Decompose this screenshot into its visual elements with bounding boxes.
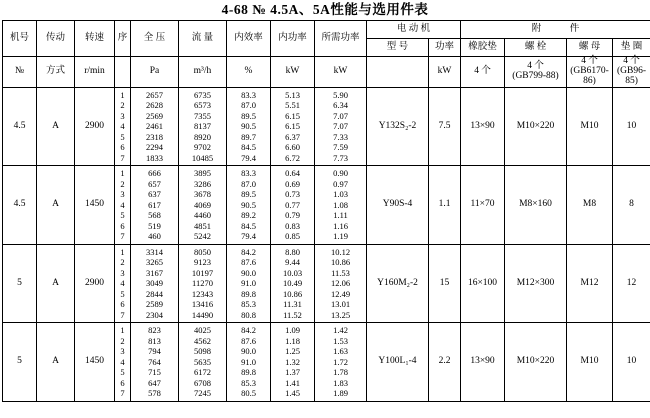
cell-motor-model: Y100L₁-4 [367,323,429,402]
cell-washer: 10 [613,323,650,402]
cell-neixiaolv-list: 83.3 87.0 89.5 90.5 89.7 84.5 79.4 [227,87,271,166]
cell-jihao: 5 [3,244,37,323]
cell-neixiaolv-list: 84.2 87.6 90.0 91.0 89.8 85.3 80.5 [227,323,271,402]
cell-nut: M12 [567,244,613,323]
cell-xu-list: 1 2 3 4 5 6 7 [115,323,131,402]
header-diandongji: 电 动 机 [367,21,461,39]
cell-motor-power: 15 [429,244,461,323]
qty-dianquan: 4 个 (GB96-85) [613,57,650,88]
unit-quanya: Pa [131,57,179,88]
cell-rubber-pad: 13×90 [461,323,505,402]
cell-neigonglv-list: 0.64 0.69 0.73 0.77 0.79 0.83 0.85 [271,166,315,245]
cell-washer: 12 [613,244,650,323]
cell-neigonglv-list: 5.13 5.51 6.15 6.15 6.37 6.60 6.72 [271,87,315,166]
cell-liuliang-list: 8050 9123 10197 11270 12343 13416 14490 [179,244,227,323]
table-row [3,244,650,323]
cell-neigonglv-list: 1.09 1.18 1.25 1.32 1.37 1.41 1.45 [271,323,315,402]
cell-rubber-pad: 11×70 [461,166,505,245]
cell-liuliang-list: 3895 3286 3678 4069 4460 4851 5242 [179,166,227,245]
cell-suoxugonglv-list: 5.90 6.34 7.07 7.07 7.33 7.59 7.73 [315,87,367,166]
performance-table [2,20,650,402]
unit-liuliang: m³/h [179,57,227,88]
cell-bolt: M8×160 [505,166,567,245]
unit-xu [115,57,131,88]
cell-quanya-list: 823 813 794 764 715 647 578 [131,323,179,402]
cell-quanya-list: 666 657 637 617 568 519 460 [131,166,179,245]
cell-zhuansu: 2900 [75,244,115,323]
cell-suoxugonglv-list: 10.12 10.86 11.53 12.06 12.49 13.01 13.25 [315,244,367,323]
cell-neixiaolv-list: 83.3 87.0 89.5 90.5 89.2 84.5 79.4 [227,166,271,245]
cell-zhuansu: 1450 [75,323,115,402]
cell-jihao: 4.5 [3,87,37,166]
unit-xinghao [367,57,429,88]
header-xinghao: 型 号 [367,39,429,57]
header-liuliang: 流 量 [179,21,227,57]
header-luomu: 螺 母 [567,39,613,57]
header-fujian: 附 件 [461,21,650,39]
cell-jihao: 5 [3,323,37,402]
header-xiangjiaodian: 橡胶垫 [461,39,505,57]
cell-washer: 10 [613,87,650,166]
cell-xu-list: 1 2 3 4 5 6 7 [115,87,131,166]
cell-motor-power: 2.2 [429,323,461,402]
cell-rubber-pad: 16×100 [461,244,505,323]
cell-motor-power: 7.5 [429,87,461,166]
cell-motor-power: 1.1 [429,166,461,245]
cell-jihao: 4.5 [3,166,37,245]
cell-suoxugonglv-list: 0.90 0.97 1.03 1.08 1.11 1.16 1.19 [315,166,367,245]
cell-quanya-list: 2657 2628 2569 2461 2318 2294 1833 [131,87,179,166]
qty-luoshuan: 4 个 (GB799-88) [505,57,567,88]
cell-bolt: M12×300 [505,244,567,323]
unit-neigonglv: kW [271,57,315,88]
cell-quanya-list: 3314 3265 3167 3049 2844 2589 2304 [131,244,179,323]
cell-chuandong: A [37,244,75,323]
cell-liuliang-list: 6735 6573 7355 8137 8920 9702 10485 [179,87,227,166]
cell-motor-model: Y90S-4 [367,166,429,245]
header-neigonglv: 内功率 [271,21,315,57]
unit-gonglv: kW [429,57,461,88]
cell-motor-model: Y160M₂-2 [367,244,429,323]
header-quanya: 全 压 [131,21,179,57]
cell-rubber-pad: 13×90 [461,87,505,166]
header-neixiaolv: 内效率 [227,21,271,57]
cell-bolt: M10×220 [505,323,567,402]
table-row [3,87,650,166]
header-jihao: 机号 [3,21,37,57]
cell-zhuansu: 1450 [75,166,115,245]
cell-xu-list: 1 2 3 4 5 6 7 [115,166,131,245]
cell-chuandong: A [37,87,75,166]
unit-zhuansu: r/min [75,57,115,88]
qty-luomu: 4 个 (GB6170-86) [567,57,613,88]
cell-zhuansu: 2900 [75,87,115,166]
cell-suoxugonglv-list: 1.42 1.53 1.63 1.72 1.78 1.83 1.89 [315,323,367,402]
cell-bolt: M10×220 [505,87,567,166]
cell-neixiaolv-list: 84.2 87.6 90.0 91.0 89.8 85.3 80.8 [227,244,271,323]
header-xu: 序 [115,21,131,57]
cell-nut: M10 [567,87,613,166]
cell-neigonglv-list: 8.80 9.44 10.03 10.49 10.86 11.31 11.52 [271,244,315,323]
header-suoxugonglv: 所需功率 [315,21,367,57]
unit-suoxugonglv: kW [315,57,367,88]
header-row-main [3,21,650,39]
cell-chuandong: A [37,166,75,245]
cell-washer: 8 [613,166,650,245]
header-gonglv: 功率 [429,39,461,57]
header-zhuansu: 转速 [75,21,115,57]
cell-xu-list: 1 2 3 4 5 6 7 [115,244,131,323]
header-chuandong: 传动 [37,21,75,57]
unit-neixiaolv: % [227,57,271,88]
cell-chuandong: A [37,323,75,402]
qty-xiangjiaodian: 4 个 [461,57,505,88]
unit-chuandong: 方式 [37,57,75,88]
cell-nut: M10 [567,323,613,402]
cell-liuliang-list: 4025 4562 5098 5635 6172 6708 7245 [179,323,227,402]
cell-nut: M8 [567,166,613,245]
table-row [3,323,650,402]
header-dianquan: 垫 圈 [613,39,650,57]
cell-motor-model: Y132S₂-2 [367,87,429,166]
header-luoshuan: 螺 栓 [505,39,567,57]
table-row [3,166,650,245]
page-title: 4-68 № 4.5A、5A性能与选用件表 [221,2,429,17]
header-row-units [3,57,650,88]
unit-jihao: № [3,57,37,88]
